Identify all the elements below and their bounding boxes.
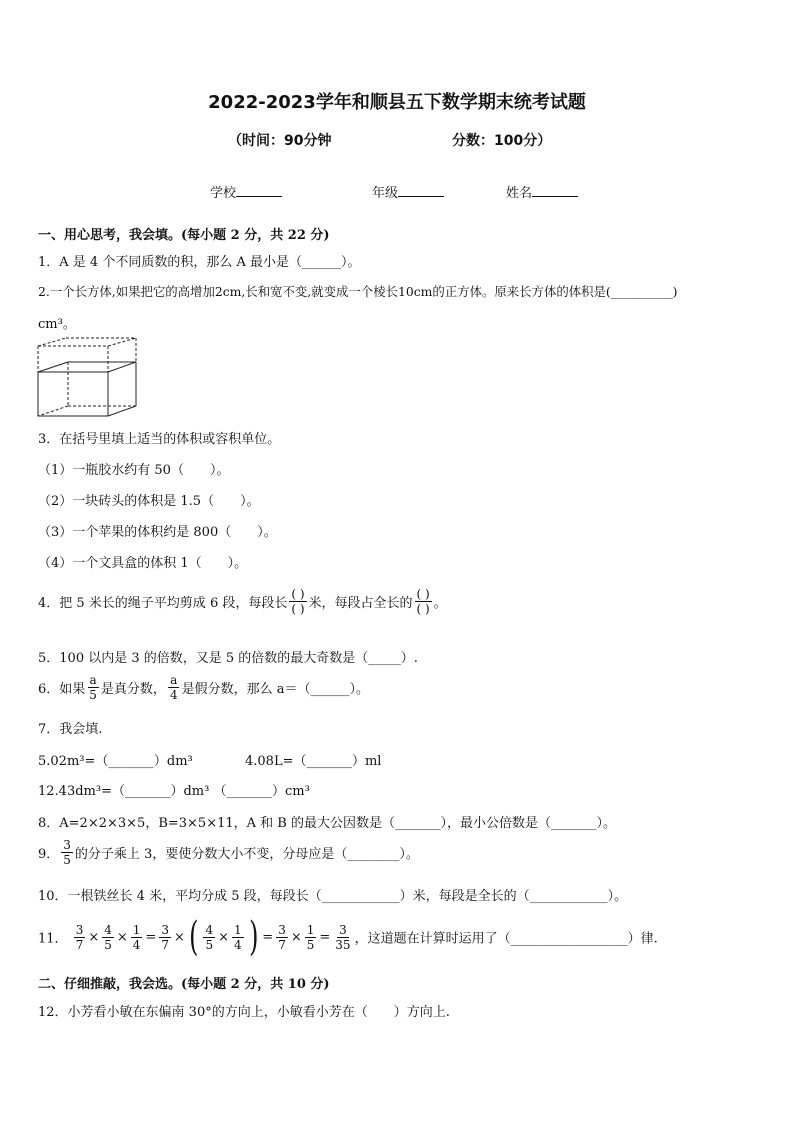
fraction: $\frac{3}{7}$ (278, 922, 286, 952)
question-8: 8．A=2×2×3×5，B=3×5×11，A 和 B 的最大公因数是（_______），最小公倍数是（_______）。 (38, 816, 616, 831)
school-field: 学校 (210, 182, 282, 201)
question-7-row1a: 5.02m³=（_______）dm³ (38, 754, 193, 769)
fraction: $\frac{4}{5}$ (205, 922, 214, 952)
question-4: 4．把 5 米长的绳子平均剪成 6 段，每段长 $\frac{( )}{( )}$ 米，每段占全长的 $\frac{( )}{( )}$ 。 (38, 587, 447, 616)
question-11: 11． $\frac{3}{7}$ × $\frac{4}{5}$ × $\frac{1}{4}$ = $\frac{3}{7}$ × ( $\frac{4}{5}$ × $\frac{1}{4}$ ) = $\frac{3}{7}$ × $\frac{1}{5}$ = $\frac{3}{35}$ ，这道题在计算时运用了（__________________）律. (38, 914, 658, 960)
question-7-row1b: 4.08L=（_______）ml (245, 754, 382, 769)
question-2: 2.一个长方体,如果把它的高增加2cm,长和宽不变,就变成一个棱长10cm的正方体。原来长方体的体积是(__________) (38, 284, 678, 299)
fraction: $\frac{3}{35}$ (335, 922, 351, 952)
question-3-item: （2）一块砖头的体积是 1.5（ ）。 (38, 494, 260, 509)
exam-time: （时间：90分钟 (228, 133, 332, 149)
question-3: 3．在括号里填上适当的体积或容积单位。 (38, 432, 281, 447)
cuboid-figure (36, 336, 140, 418)
fraction: $\frac{1}{4}$ (132, 922, 141, 952)
page-title: 2022-2023学年和顺县五下数学期末统考试题 (208, 92, 586, 113)
question-7-row2: 12.43dm³=（_______）dm³ （_______）cm³ (38, 784, 310, 799)
question-3-item: （1）一瓶胶水约有 50（ ）。 (38, 463, 230, 478)
question-2-unit: cm³。 (38, 317, 76, 332)
question-4-text-b: 米，每段占全长的 (308, 596, 413, 611)
fraction: $\frac{3}{7}$ (75, 922, 84, 952)
question-7: 7．我会填. (38, 722, 103, 737)
section-heading-2: 二、仔细推敲，我会选。(每小题 2 分，共 10 分) (38, 977, 330, 992)
fraction: $\frac{1}{5}$ (306, 922, 315, 952)
question-3-item: （3）一个苹果的体积约是 800（ ）。 (38, 525, 277, 540)
section-heading-1: 一、用心思考，我会填。(每小题 2 分，共 22 分) (38, 228, 330, 243)
fraction-blank: $\frac{( )}{( )}$ (416, 587, 430, 616)
fraction-3-over-5: $\frac{3}{5}$ (63, 838, 71, 867)
grade-field: 年级 (372, 182, 444, 201)
fraction: $\frac{1}{4}$ (234, 922, 242, 952)
question-5: 5．100 以内是 3 的倍数，又是 5 的倍数的最大奇数是（_____）. (38, 651, 418, 666)
fraction: $\frac{3}{7}$ (161, 922, 169, 952)
fraction-a-over-4: $\frac{a}{4}$ (169, 673, 178, 702)
question-6: 6．如果 $\frac{a}{5}$ 是真分数， $\frac{a}{4}$ 是假分数，那么 a＝（______）。 (38, 673, 369, 702)
question-12: 12．小芳看小敏在东偏南 30°的方向上，小敏看小芳在（ ）方向上. (38, 1005, 450, 1020)
question-10: 10．一根铁丝长 4 米，平均分成 5 段，每段长（____________）米，每段是全长的（____________）。 (38, 889, 628, 904)
name-field: 姓名 (506, 182, 578, 201)
question-4-text-a: 4．把 5 米长的绳子平均剪成 6 段，每段长 (38, 596, 288, 611)
question-3-item: （4）一个文具盒的体积 1（ ）。 (38, 556, 248, 571)
fraction-blank: $\frac{( )}{( )}$ (291, 587, 305, 616)
fraction-a-over-5: $\frac{a}{5}$ (89, 673, 97, 702)
question-9: 9． $\frac{3}{5}$ 的分子乘上 3，要使分数大小不变，分母应是（________）。 (38, 838, 419, 867)
exam-score: 分数：100分） (452, 133, 552, 149)
fraction: $\frac{4}{5}$ (104, 922, 112, 952)
question-1: 1．A 是 4 个不同质数的积，那么 A 最小是（______）。 (38, 255, 361, 270)
